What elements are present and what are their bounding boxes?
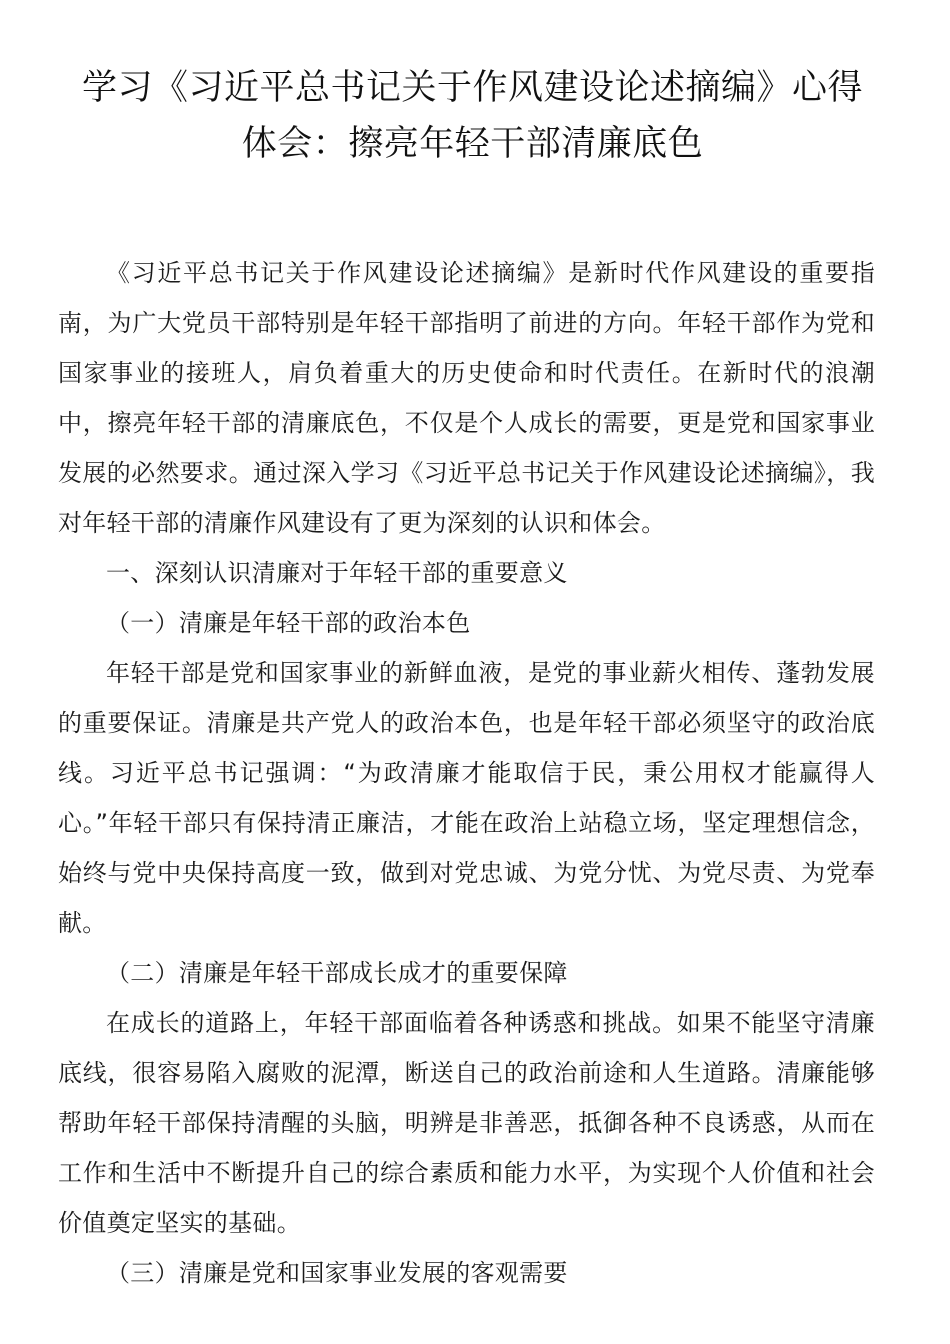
subsection-heading-3: （三）清廉是党和国家事业发展的客观需要 xyxy=(106,1259,568,1287)
section-heading: 一、深刻认识清廉对于年轻干部的重要意义 xyxy=(106,559,568,587)
subsection-body-2: 在成长的道路上，年轻干部面临着各种诱惑和挑战。如果不能坚守清廉底线，很容易陷入腐败的泥潭，断送自己的政治前途和人生道路。清廉能够帮助年轻干部保持清醒的头脑，明辨是非善恶，抵御各种不良诱惑，从而在工作和生活中不断提升自己的综合素质和能力水平，为实现个人价值和社会价值奠定坚实的基础。 xyxy=(58,1009,875,1237)
intro-paragraph: 《习近平总书记关于作风建设论述摘编》是新时代作风建设的重要指南，为广大党员干部特别是年轻干部指明了前进的方向。年轻干部作为党和国家事业的接班人，肩负着重大的历史使命和时代责任。在新时代的浪潮中，擦亮年轻干部的清廉底色，不仅是个人成长的需要，更是党和国家事业发展的必然要求。通过深入学习《习近平总书记关于作风建设论述摘编》，我对年轻干部的清廉作风建设有了更为深刻的认识和体会。 xyxy=(58,259,875,537)
subsection-body-1: 年轻干部是党和国家事业的新鲜血液，是党的事业薪火相传、蓬勃发展的重要保证。清廉是共产党人的政治本色，也是年轻干部必须坚守的政治底线。习近平总书记强调：“为政清廉才能取信于民，秉公用权才能赢得人心。”年轻干部只有保持清正廉洁，才能在政治上站稳立场，坚定理想信念，始终与党中央保持高度一致，做到对党忠诚、为党分忧、为党尽责、为党奉献。 xyxy=(58,659,875,937)
subsection-heading-2: （二）清廉是年轻干部成长成才的重要保障 xyxy=(106,959,568,987)
subsection-heading-1: （一）清廉是年轻干部的政治本色 xyxy=(106,609,471,637)
document-title: 学习《习近平总书记关于作风建设论述摘编》心得体会：擦亮年轻干部清廉底色 xyxy=(81,68,863,164)
